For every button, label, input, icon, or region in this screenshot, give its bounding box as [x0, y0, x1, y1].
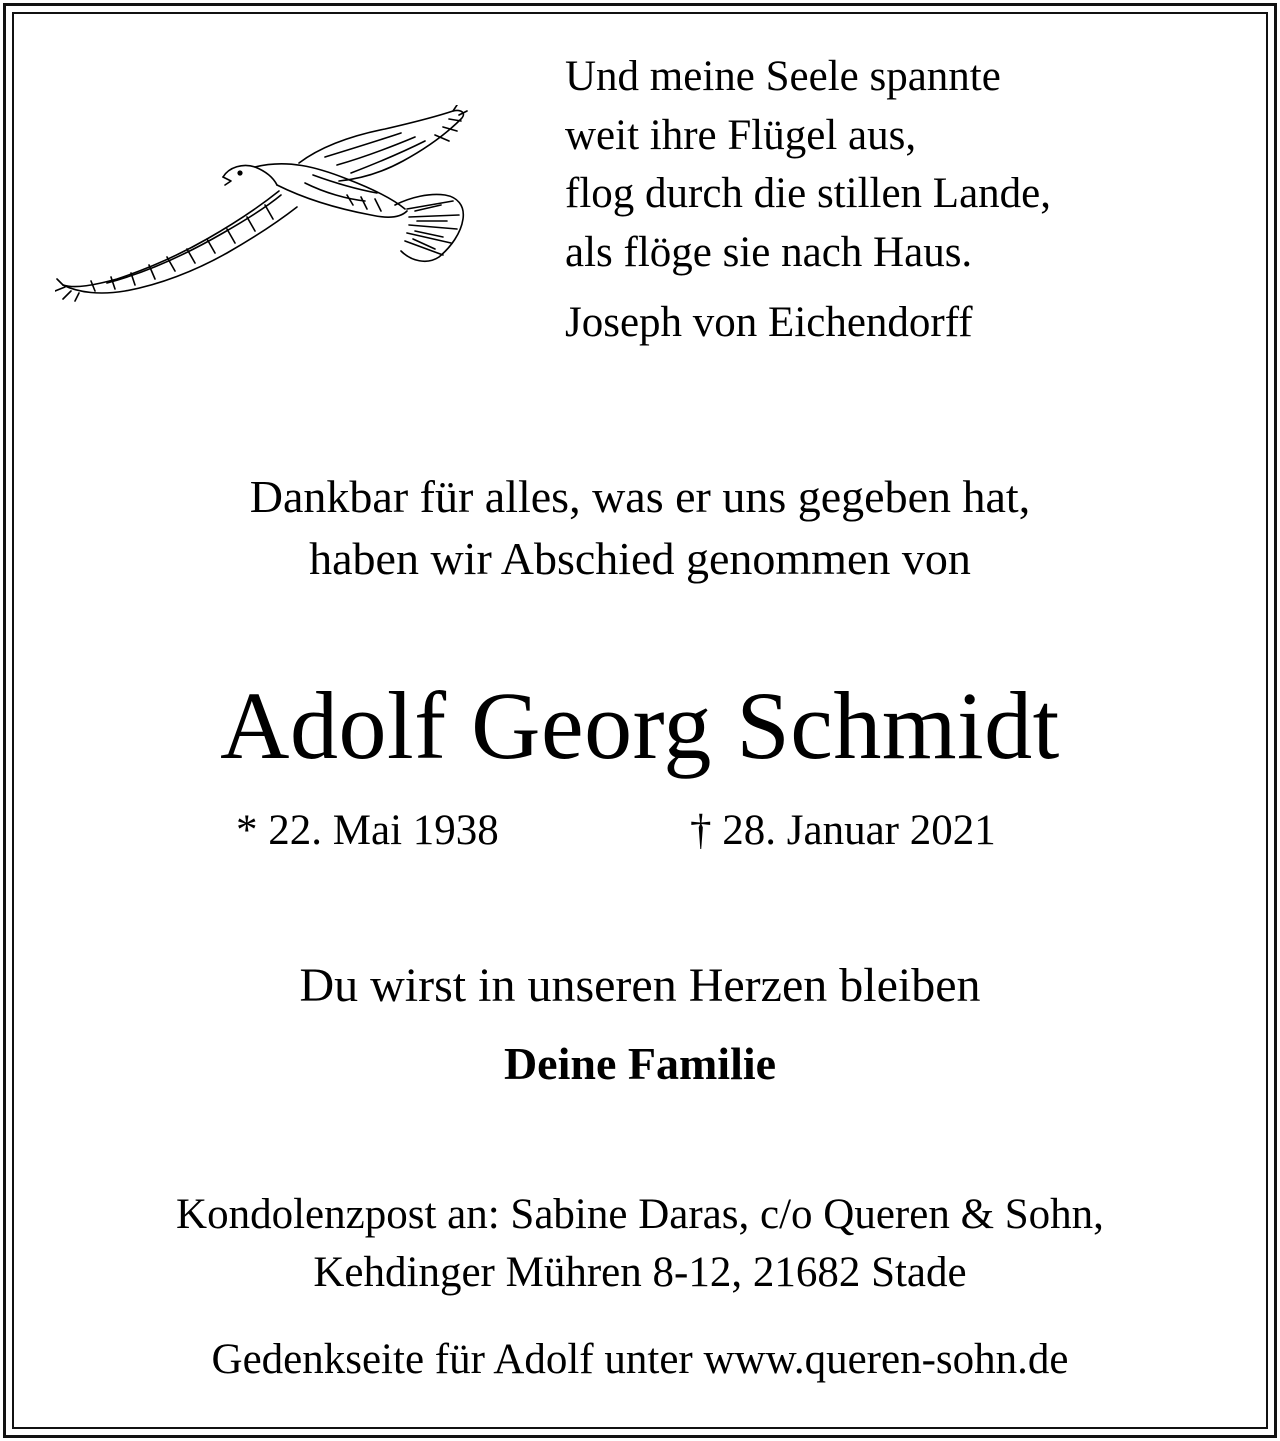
poem — [565, 48, 1245, 282]
family-signature: Deine Familie — [503, 1038, 777, 1089]
condolence-line: Kondolenzpost an: Sabine Daras, c/o Queren & Sohn, — [176, 1191, 1104, 1238]
condolence-address — [0, 1186, 1280, 1302]
poem-line: Und meine Seele spannte — [565, 53, 1001, 100]
death-date: † 28. Januar 2021 — [690, 807, 996, 854]
poem-author: Joseph von Eichendorff — [565, 299, 973, 346]
farewell-text: Du wirst in unseren Herzen bleiben — [299, 959, 981, 1012]
intro-line: Dankbar für alles, was er uns gegeben hat, — [249, 471, 1031, 522]
intro-text — [0, 466, 1280, 590]
birth-date: * 22. Mai 1938 — [236, 807, 499, 854]
intro-line: haben wir Abschied genommen von — [309, 533, 971, 584]
condolence-line: Kehdinger Mühren 8-12, 21682 Stade — [313, 1249, 967, 1296]
memorial-page-text: Gedenkseite für Adolf unter www.queren-sohn.de — [211, 1336, 1069, 1383]
poem-line: als flöge sie nach Haus. — [565, 228, 973, 276]
poem-line: flog durch die stillen Lande, — [565, 170, 1051, 217]
deceased-name: Adolf Georg Schmidt — [220, 672, 1060, 779]
flying-bird-icon — [55, 105, 475, 305]
poem-line: weit ihre Flügel aus, — [565, 111, 917, 159]
